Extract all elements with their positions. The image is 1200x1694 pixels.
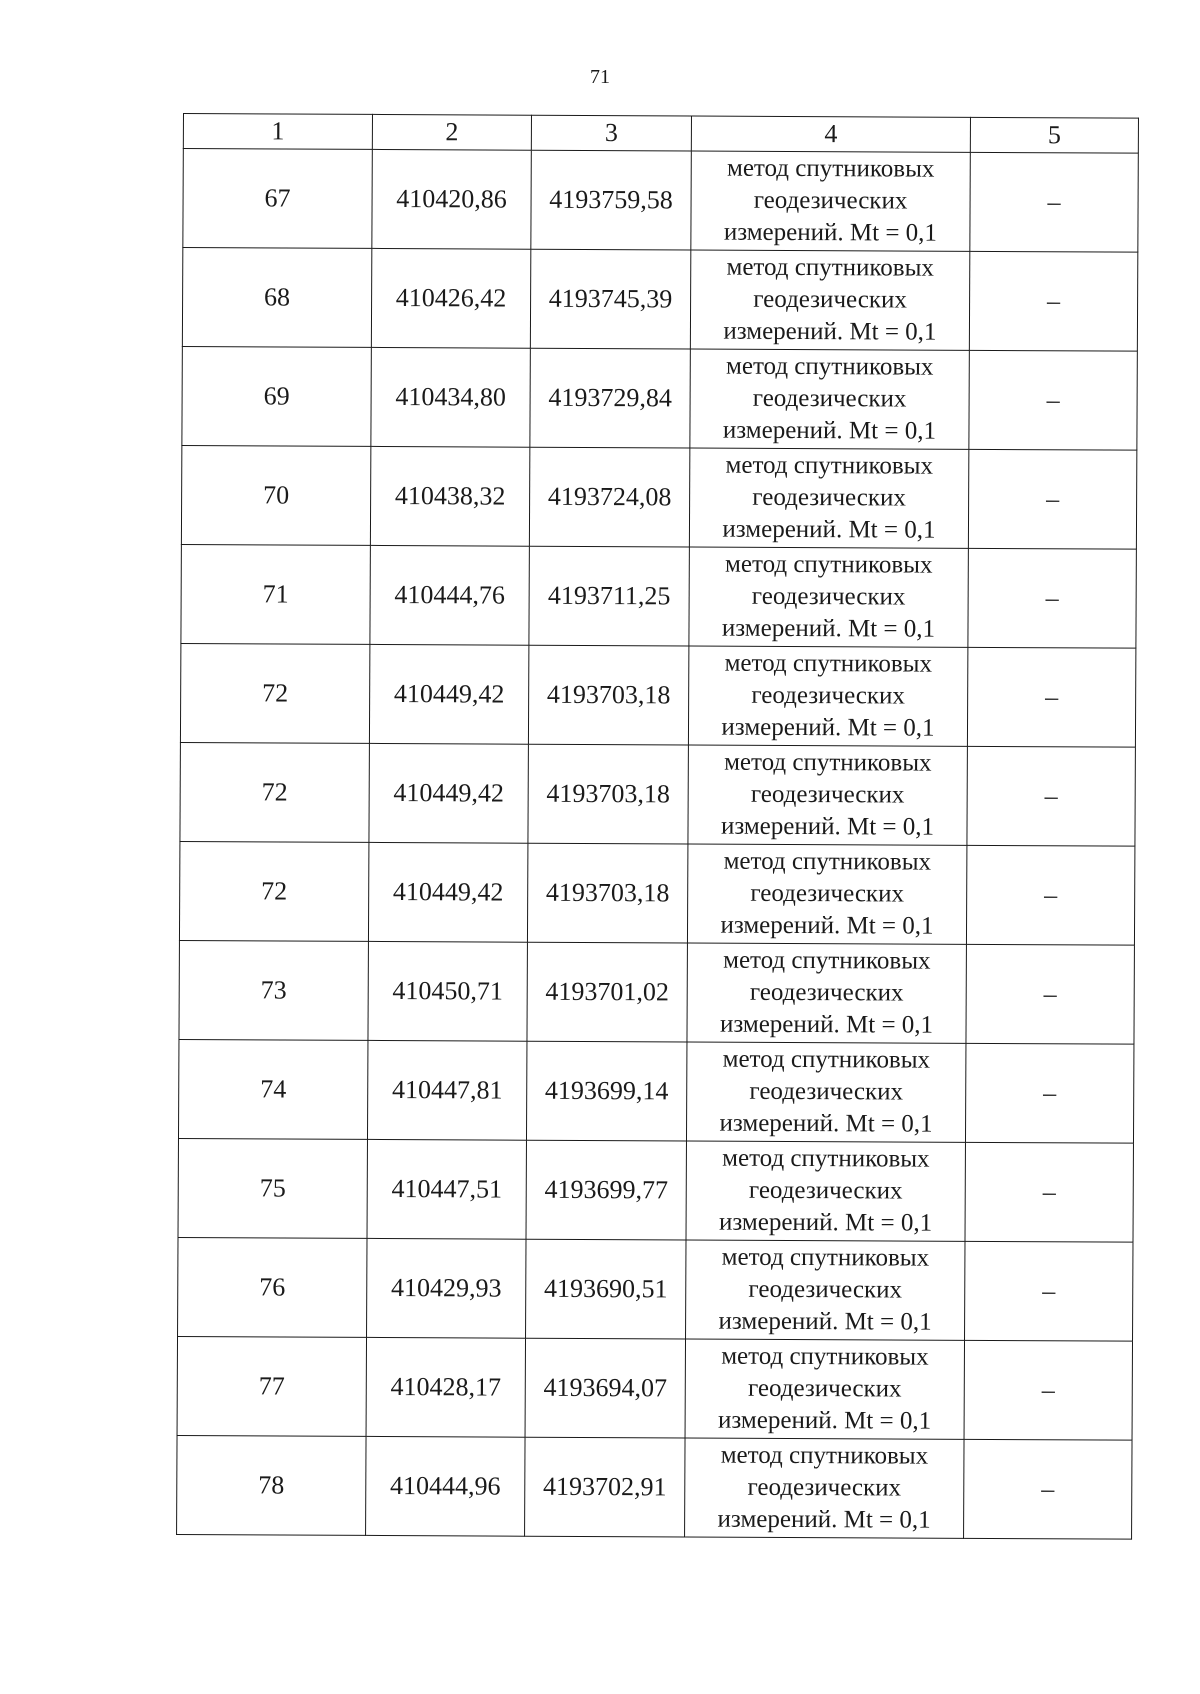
method-line: метод спутниковых xyxy=(725,550,933,579)
method-line: измерений. Mt = 0,1 xyxy=(717,1505,931,1534)
point-number-cell: 75 xyxy=(178,1138,367,1238)
point-number-cell: 70 xyxy=(181,445,370,545)
method-line: геодезических xyxy=(747,1374,902,1403)
method-line: геодезических xyxy=(752,384,907,413)
method-line: геодезических xyxy=(750,879,905,908)
method-line: измерений. Mt = 0,1 xyxy=(723,218,938,247)
coordinate-y-cell: 4193694,07 xyxy=(525,1338,685,1438)
note-cell: – xyxy=(968,548,1136,648)
method-line: геодезических xyxy=(751,582,906,611)
method-line: измерений. Mt = 0,1 xyxy=(720,812,935,841)
method-line: измерений. Mt = 0,1 xyxy=(722,515,936,544)
note-cell: – xyxy=(966,845,1134,945)
page-number: 71 xyxy=(590,66,610,88)
method-cell xyxy=(687,844,966,944)
method-cell xyxy=(685,1438,964,1538)
method-cell xyxy=(686,1141,965,1241)
table-row xyxy=(178,1237,1133,1341)
method-line: метод спутниковых xyxy=(726,253,935,282)
point-number-cell: 71 xyxy=(181,544,370,644)
method-line: метод спутниковых xyxy=(721,1243,930,1272)
method-line: измерений. Mt = 0,1 xyxy=(720,911,934,940)
coordinate-x-cell: 410449,42 xyxy=(368,842,527,942)
coordinate-x-cell: 410426,42 xyxy=(371,248,530,348)
coordinate-y-cell: 4193702,91 xyxy=(525,1437,685,1537)
method-line: метод спутниковых xyxy=(723,946,931,975)
method-line: геодезических xyxy=(753,186,908,215)
coordinate-y-cell: 4193699,77 xyxy=(526,1140,686,1240)
coordinate-y-cell: 4193745,39 xyxy=(530,249,690,349)
method-line: геодезических xyxy=(750,780,905,809)
method-line: геодезических xyxy=(749,978,904,1007)
method-line: метод спутниковых xyxy=(720,1441,929,1470)
method-line: измерений. Mt = 0,1 xyxy=(719,1010,934,1039)
coordinate-y-cell: 4193690,51 xyxy=(526,1239,686,1339)
method-line: измерений. Mt = 0,1 xyxy=(718,1208,933,1237)
method-cell xyxy=(687,943,966,1043)
point-number-cell: 72 xyxy=(179,841,368,941)
method-line: метод спутниковых xyxy=(722,1144,930,1173)
method-cell xyxy=(690,250,969,350)
coordinate-x-cell: 410449,42 xyxy=(369,644,528,744)
coordinate-x-cell: 410420,86 xyxy=(372,149,531,249)
method-line: измерений. Mt = 0,1 xyxy=(718,1406,932,1435)
coordinate-x-cell: 410428,17 xyxy=(366,1337,525,1437)
note-cell: – xyxy=(969,350,1137,450)
method-cell xyxy=(691,151,970,251)
method-line: измерений. Mt = 0,1 xyxy=(723,317,937,346)
method-line: метод спутниковых xyxy=(726,154,935,183)
table-row xyxy=(182,346,1137,450)
point-number-cell: 78 xyxy=(177,1435,366,1535)
method-line: геодезических xyxy=(747,1473,902,1502)
note-cell: – xyxy=(967,746,1135,846)
method-line: измерений. Mt = 0,1 xyxy=(721,614,936,643)
method-line: метод спутниковых xyxy=(726,352,934,381)
table-row xyxy=(178,1039,1133,1143)
coordinate-y-cell: 4193699,14 xyxy=(526,1041,686,1141)
table-row xyxy=(180,742,1135,846)
point-number-cell: 72 xyxy=(180,643,369,743)
table-header-row xyxy=(183,114,1138,154)
coordinate-x-cell: 410447,81 xyxy=(367,1040,526,1140)
column-header-3: 3 xyxy=(531,115,691,151)
coordinate-x-cell: 410438,32 xyxy=(370,446,529,546)
method-cell xyxy=(686,1042,965,1142)
method-cell xyxy=(690,349,969,449)
note-cell: – xyxy=(964,1439,1132,1539)
method-line: геодезических xyxy=(751,681,906,710)
point-number-cell: 77 xyxy=(177,1336,366,1436)
point-number-cell: 72 xyxy=(180,742,369,842)
method-line: геодезических xyxy=(749,1077,904,1106)
coordinate-y-cell: 4193701,02 xyxy=(527,942,687,1042)
coordinate-y-cell: 4193703,18 xyxy=(527,843,687,943)
column-header-5: 5 xyxy=(970,117,1138,153)
note-cell: – xyxy=(970,152,1138,252)
coordinate-x-cell: 410434,80 xyxy=(371,347,530,447)
table-row xyxy=(178,1138,1133,1242)
note-cell: – xyxy=(969,251,1137,351)
method-cell xyxy=(688,745,967,845)
column-header-1: 1 xyxy=(183,114,372,150)
coordinate-y-cell: 4193729,84 xyxy=(530,348,690,448)
note-cell: – xyxy=(966,944,1134,1044)
column-header-4: 4 xyxy=(691,116,970,152)
coordinate-y-cell: 4193759,58 xyxy=(531,150,691,250)
coordinate-y-cell: 4193724,08 xyxy=(529,447,689,547)
table-row xyxy=(182,248,1137,352)
coordinate-y-cell: 4193703,18 xyxy=(528,645,688,745)
coordinate-y-cell: 4193703,18 xyxy=(528,744,688,844)
coordinates-table xyxy=(176,113,1139,1540)
note-cell: – xyxy=(967,647,1135,747)
table-row xyxy=(181,544,1136,648)
method-cell xyxy=(689,448,968,548)
method-line: измерений. Mt = 0,1 xyxy=(719,1109,933,1138)
note-cell: – xyxy=(965,1241,1133,1341)
coordinate-x-cell: 410450,71 xyxy=(368,941,527,1041)
table-row xyxy=(181,445,1136,549)
method-cell xyxy=(689,547,968,647)
table-row xyxy=(183,149,1138,253)
method-cell xyxy=(686,1240,965,1340)
note-cell: – xyxy=(965,1043,1133,1143)
method-line: геодезических xyxy=(753,285,907,314)
method-line: измерений. Mt = 0,1 xyxy=(721,713,935,742)
point-number-cell: 68 xyxy=(182,248,371,348)
method-line: метод спутниковых xyxy=(724,748,932,777)
note-cell: – xyxy=(965,1142,1133,1242)
method-cell xyxy=(685,1339,964,1439)
method-line: геодезических xyxy=(752,483,906,512)
point-number-cell: 69 xyxy=(182,346,371,446)
note-cell: – xyxy=(968,449,1136,549)
method-line: измерений. Mt = 0,1 xyxy=(718,1307,932,1336)
coordinate-x-cell: 410429,93 xyxy=(367,1238,526,1338)
table-row xyxy=(180,643,1135,747)
note-cell: – xyxy=(964,1340,1132,1440)
method-line: метод спутниковых xyxy=(721,1342,929,1371)
coordinate-x-cell: 410444,76 xyxy=(370,545,529,645)
table-row xyxy=(177,1336,1132,1440)
method-line: метод спутниковых xyxy=(722,1045,931,1074)
coordinate-x-cell: 410449,42 xyxy=(369,743,528,843)
method-line: метод спутниковых xyxy=(725,451,934,480)
column-header-2: 2 xyxy=(372,114,531,150)
table-row xyxy=(179,940,1134,1044)
coordinate-x-cell: 410447,51 xyxy=(367,1139,526,1239)
point-number-cell: 67 xyxy=(183,149,372,249)
coordinate-x-cell: 410444,96 xyxy=(366,1436,525,1536)
method-line: метод спутниковых xyxy=(724,649,933,678)
method-line: метод спутниковых xyxy=(723,847,932,876)
point-number-cell: 73 xyxy=(179,940,368,1040)
table-row xyxy=(177,1435,1132,1539)
point-number-cell: 76 xyxy=(178,1237,367,1337)
method-line: геодезических xyxy=(748,1176,903,1205)
method-cell xyxy=(688,646,967,746)
coordinate-y-cell: 4193711,25 xyxy=(529,546,689,646)
table-row xyxy=(179,841,1134,945)
table-body xyxy=(177,149,1139,1540)
method-line: измерений. Mt = 0,1 xyxy=(722,416,937,445)
point-number-cell: 74 xyxy=(178,1039,367,1139)
method-line: геодезических xyxy=(748,1275,903,1304)
